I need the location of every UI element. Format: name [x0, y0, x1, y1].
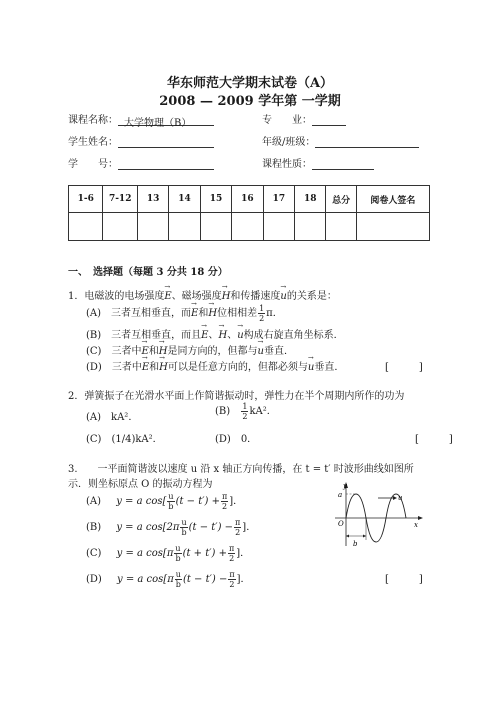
option-text: 和: [148, 346, 159, 357]
denominator: b: [175, 580, 181, 589]
q2-option-d[interactable]: (D) 0．: [215, 434, 258, 445]
formula-text: ]．: [236, 548, 251, 559]
fig-label-a: a: [338, 491, 343, 499]
formula-text: y = a cos[π: [117, 574, 174, 585]
score-entry-cell[interactable]: [232, 213, 263, 241]
course-name-row: [68, 111, 214, 129]
q1-answer-bracket[interactable]: [ ]: [385, 362, 423, 373]
fraction: [228, 570, 235, 589]
score-entry-cell[interactable]: [356, 213, 429, 241]
score-entry-cell[interactable]: [103, 213, 137, 241]
q3-answer-bracket[interactable]: [ ]: [385, 574, 423, 585]
student-id-label: 学 号：: [68, 159, 118, 170]
question-2-stem: 2．弹簧振子在光滑水平面上作简谐振动时，弹性力在半个周期内所作的功为: [68, 391, 405, 402]
fraction: [180, 518, 187, 537]
vector-e: → E: [191, 308, 198, 319]
vector-e: → E: [141, 346, 148, 357]
q2-option-c[interactable]: (C) (1/4)kA²．: [86, 434, 163, 445]
student-name-label: 学生姓名：: [68, 137, 118, 148]
major-row: [262, 111, 346, 126]
q1-option-b[interactable]: [86, 326, 344, 341]
wave-figure: [330, 480, 425, 550]
numerator: 1: [242, 402, 248, 411]
q1-option-a[interactable]: [86, 304, 283, 323]
option-text: 、: [208, 330, 219, 341]
exam-title: 华东师范大学期末试卷（A）: [166, 76, 334, 91]
numerator: u: [175, 544, 181, 553]
grade-class-row: [262, 133, 419, 148]
major-field[interactable]: [312, 114, 346, 126]
denominator: 2: [259, 314, 265, 323]
vector-h: → H: [218, 330, 227, 341]
q1-text: 和传播速度: [230, 291, 281, 302]
score-header-cell: 13: [137, 186, 168, 213]
denominator: 2: [229, 580, 235, 589]
score-header-cell: 7-12: [103, 186, 137, 213]
q1-text: 1．电磁波的电场强度: [68, 291, 165, 302]
x-axis-arrow-icon: [418, 516, 423, 520]
score-entry-cell[interactable]: [137, 213, 168, 241]
numerator: π: [228, 544, 235, 553]
fraction: [175, 570, 182, 589]
numerator: u: [168, 492, 174, 501]
numerator: 1: [259, 304, 265, 313]
question-3-stem-line2: 示．则坐标原点 O 的振动方程为: [68, 479, 213, 490]
option-text: kA²．: [249, 406, 277, 417]
score-entry-cell[interactable]: [263, 213, 294, 241]
option-label: (A): [86, 496, 102, 507]
score-entry-cell[interactable]: [69, 213, 103, 241]
option-text: 垂直．: [263, 346, 294, 357]
q3-option-b[interactable]: [86, 518, 256, 537]
b-right-arrow-icon: [363, 535, 366, 538]
score-header-cell: 总分: [326, 186, 356, 213]
fraction: [221, 492, 228, 511]
score-entry-cell[interactable]: [326, 213, 356, 241]
option-text: 垂直．: [314, 362, 345, 373]
student-id-row: [68, 155, 214, 170]
formula-text: y = a cos[π: [116, 548, 174, 559]
option-label: (B): [86, 522, 102, 533]
fraction: [174, 544, 181, 563]
b-left-arrow-icon: [346, 535, 349, 538]
score-header-cell: 阅卷人签名: [356, 186, 429, 213]
score-entry-cell[interactable]: [200, 213, 231, 241]
score-header-cell: 18: [295, 186, 326, 213]
fig-label-y: y: [343, 482, 347, 490]
numerator: u: [175, 570, 181, 579]
fig-label-x: x: [414, 521, 418, 529]
vector-e: → E: [142, 362, 149, 373]
fig-label-origin: O: [338, 520, 344, 528]
course-name-label: 课程名称：: [68, 115, 118, 126]
student-name-field[interactable]: [118, 136, 214, 148]
option-text: 和: [149, 362, 160, 373]
score-entry-cell[interactable]: [169, 213, 200, 241]
vector-h: → H: [159, 346, 168, 357]
option-text: 可以是任意方向的，但都必须与: [167, 362, 308, 373]
numerator: π: [229, 570, 235, 579]
option-text: (B) 三者互相垂直，而且: [86, 330, 202, 341]
score-header-row: [69, 186, 430, 213]
option-text: 是同方向的，但都与: [167, 346, 258, 357]
formula-text: (t − t′) +: [175, 496, 220, 507]
score-header-cell: 17: [263, 186, 294, 213]
q2-answer-bracket[interactable]: [ ]: [415, 434, 453, 445]
vector-e: → E: [201, 330, 208, 341]
velocity-arrow-icon: [393, 496, 397, 500]
question-3-stem-line1: 3. 一平面简谐波以速度 u 沿 x 轴正方向传播，在 t = t′ 时波形曲线如图所: [68, 464, 414, 475]
option-text: 、: [227, 330, 238, 341]
score-header-cell: 15: [200, 186, 231, 213]
formula-text: (t − t′) −: [188, 522, 234, 533]
denominator: 2: [222, 502, 228, 511]
vector-u: → u: [308, 362, 314, 373]
vector-h: → H: [222, 291, 231, 302]
denominator: b: [175, 554, 181, 563]
formula-text: ]．: [242, 522, 257, 533]
denominator: 2: [235, 528, 241, 537]
option-label: (D): [86, 574, 102, 585]
course-nature-field[interactable]: [312, 158, 374, 170]
vector-u: → u: [280, 291, 286, 302]
score-entry-row: [69, 213, 430, 241]
fraction: [234, 518, 241, 537]
option-text: 位相相差: [217, 308, 258, 319]
course-nature-label: 课程性质：: [262, 159, 312, 170]
formula-text: ]．: [229, 496, 244, 507]
option-text: (C) 三者中: [86, 346, 142, 357]
fig-label-b: b: [353, 540, 358, 548]
option-label: (C): [86, 548, 102, 559]
question-1-stem: [68, 287, 337, 302]
option-label: (B): [215, 406, 231, 417]
formula-text: ]．: [236, 574, 251, 585]
formula-text: (t − t′) −: [182, 574, 228, 585]
q3-option-d[interactable]: [86, 570, 251, 589]
formula-text: y = a cos[2π: [116, 522, 180, 533]
option-text: 构成右旋直角坐标系．: [243, 330, 344, 341]
q2-option-a[interactable]: (A) kA²．: [86, 412, 139, 423]
option-text: π．: [266, 308, 283, 319]
course-name-value: 大学物理（B）: [118, 114, 214, 126]
vector-h: → H: [159, 362, 168, 373]
exam-subtitle: 2008 — 2009 学年第 一学期: [159, 94, 341, 109]
denominator: b: [168, 502, 174, 511]
vector-u: → u: [258, 346, 264, 357]
fig-label-u: u: [398, 494, 403, 502]
numerator: u: [181, 518, 187, 527]
vector-h: → H: [208, 308, 217, 319]
student-name-row: [68, 133, 214, 148]
vector-u: → u: [237, 330, 243, 341]
denominator: 2: [242, 412, 248, 421]
formula-text: (t + t′) +: [182, 548, 227, 559]
score-header-cell: 14: [169, 186, 200, 213]
denominator: b: [181, 528, 187, 537]
fraction: [258, 304, 265, 323]
section-title: 一、 选择题（每题 3 分共 18 分）: [68, 267, 228, 278]
major-label: 专 业：: [262, 115, 312, 126]
option-text: (A) 三者互相垂直，而: [86, 308, 192, 319]
score-header-cell: 1-6: [69, 186, 103, 213]
score-entry-cell[interactable]: [295, 213, 326, 241]
grade-class-field[interactable]: [315, 136, 419, 148]
q1-option-c[interactable]: [86, 342, 294, 357]
vector-e: → E: [164, 291, 171, 302]
score-table: [68, 185, 430, 241]
grade-class-label: 年级/班级：: [262, 137, 316, 148]
course-nature-row: [262, 155, 374, 170]
q2-option-b[interactable]: [215, 402, 277, 421]
q3-option-c[interactable]: [86, 544, 250, 563]
numerator: π: [221, 492, 228, 501]
denominator: 2: [229, 554, 235, 563]
student-id-field[interactable]: [118, 158, 214, 170]
option-text: (D) 三者中: [86, 362, 142, 373]
option-text: 和: [198, 308, 209, 319]
score-header-cell: 16: [232, 186, 263, 213]
fraction: [241, 402, 248, 421]
fraction: [167, 492, 174, 511]
formula-text: y = a cos[: [116, 496, 167, 507]
q1-text: 的关系是：: [286, 291, 337, 302]
q3-option-a[interactable]: [86, 492, 243, 511]
numerator: π: [235, 518, 241, 527]
q1-text: 、磁场强度: [171, 291, 222, 302]
fraction: [228, 544, 235, 563]
q1-option-d[interactable]: [86, 358, 344, 373]
